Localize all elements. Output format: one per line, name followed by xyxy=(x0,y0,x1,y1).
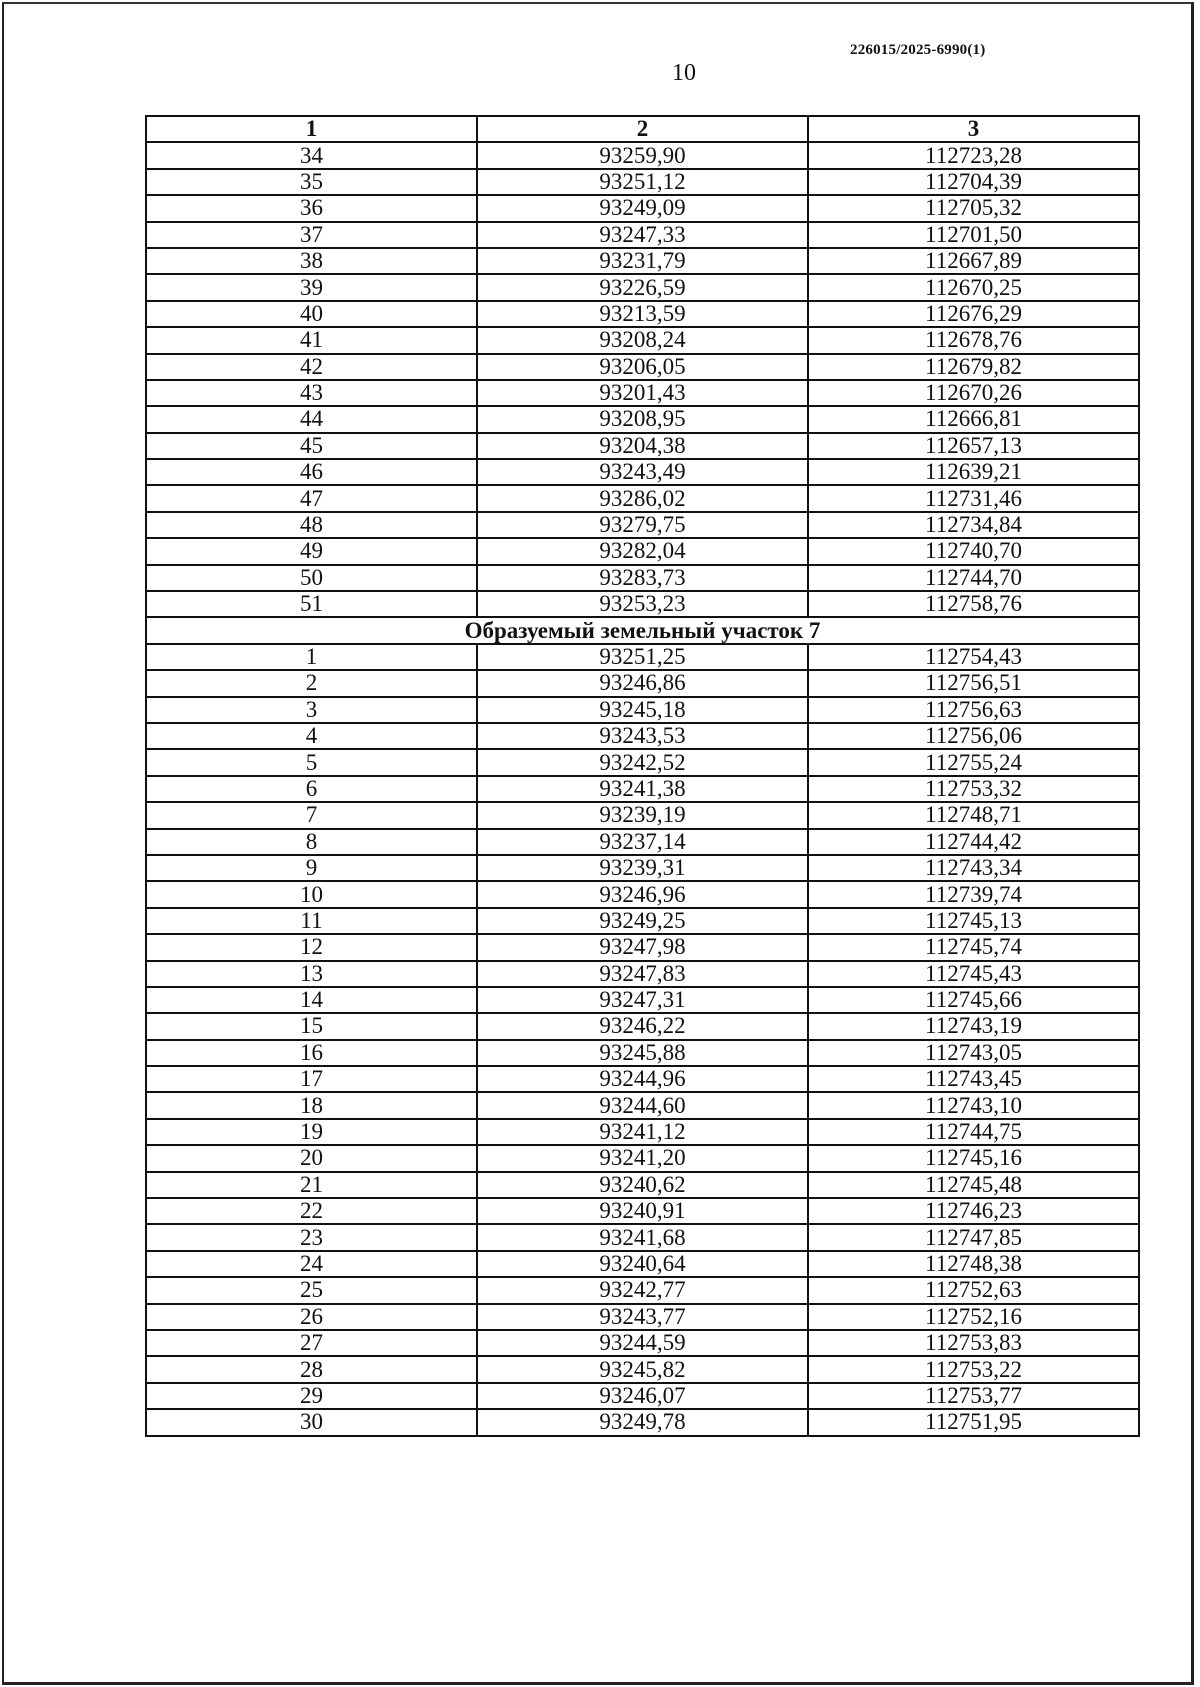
x-coordinate-cell: 93206,05 xyxy=(477,354,808,380)
x-coordinate-cell: 93241,38 xyxy=(477,776,808,802)
table-row xyxy=(146,644,1139,670)
point-number-cell: 45 xyxy=(146,433,477,459)
point-number-cell: 49 xyxy=(146,538,477,564)
y-coordinate-cell: 112666,81 xyxy=(808,406,1139,432)
table-header-row xyxy=(146,116,1139,142)
table-row xyxy=(146,776,1139,802)
y-coordinate-cell: 112705,32 xyxy=(808,195,1139,221)
x-coordinate-cell: 93213,59 xyxy=(477,301,808,327)
x-coordinate-cell: 93247,33 xyxy=(477,222,808,248)
x-coordinate-cell: 93244,59 xyxy=(477,1330,808,1356)
point-number-cell: 23 xyxy=(146,1224,477,1250)
x-coordinate-cell: 93243,77 xyxy=(477,1304,808,1330)
x-coordinate-cell: 93245,82 xyxy=(477,1356,808,1382)
section-title: Образуемый земельный участок 7 xyxy=(146,617,1139,643)
point-number-cell: 35 xyxy=(146,169,477,195)
x-coordinate-cell: 93247,83 xyxy=(477,961,808,987)
point-number-cell: 9 xyxy=(146,855,477,881)
y-coordinate-cell: 112758,76 xyxy=(808,591,1139,617)
x-coordinate-cell: 93208,24 xyxy=(477,327,808,353)
point-number-cell: 50 xyxy=(146,565,477,591)
point-number-cell: 4 xyxy=(146,723,477,749)
y-coordinate-cell: 112752,16 xyxy=(808,1304,1139,1330)
x-coordinate-cell: 93226,59 xyxy=(477,274,808,300)
y-coordinate-cell: 112751,95 xyxy=(808,1409,1139,1435)
x-coordinate-cell: 93244,96 xyxy=(477,1066,808,1092)
point-number-cell: 34 xyxy=(146,142,477,168)
point-number-cell: 29 xyxy=(146,1383,477,1409)
x-coordinate-cell: 93242,52 xyxy=(477,749,808,775)
point-number-cell: 8 xyxy=(146,829,477,855)
x-coordinate-cell: 93239,31 xyxy=(477,855,808,881)
x-coordinate-cell: 93247,98 xyxy=(477,934,808,960)
y-coordinate-cell: 112755,24 xyxy=(808,749,1139,775)
point-number-cell: 13 xyxy=(146,961,477,987)
x-coordinate-cell: 93239,19 xyxy=(477,802,808,828)
y-coordinate-cell: 112739,74 xyxy=(808,881,1139,907)
y-coordinate-cell: 112639,21 xyxy=(808,459,1139,485)
y-coordinate-cell: 112743,34 xyxy=(808,855,1139,881)
x-coordinate-cell: 93240,64 xyxy=(477,1251,808,1277)
point-number-cell: 36 xyxy=(146,195,477,221)
x-coordinate-cell: 93282,04 xyxy=(477,538,808,564)
header-cell-point: 1 xyxy=(146,116,477,142)
point-number-cell: 18 xyxy=(146,1092,477,1118)
x-coordinate-cell: 93286,02 xyxy=(477,485,808,511)
table-row xyxy=(146,406,1139,432)
point-number-cell: 20 xyxy=(146,1145,477,1171)
point-number-cell: 16 xyxy=(146,1040,477,1066)
table-row xyxy=(146,380,1139,406)
header-cell-x: 2 xyxy=(477,116,808,142)
table-row xyxy=(146,1330,1139,1356)
x-coordinate-cell: 93249,78 xyxy=(477,1409,808,1435)
y-coordinate-cell: 112753,32 xyxy=(808,776,1139,802)
y-coordinate-cell: 112745,16 xyxy=(808,1145,1139,1171)
y-coordinate-cell: 112743,10 xyxy=(808,1092,1139,1118)
point-number-cell: 41 xyxy=(146,327,477,353)
table-row xyxy=(146,881,1139,907)
y-coordinate-cell: 112723,28 xyxy=(808,142,1139,168)
y-coordinate-cell: 112752,63 xyxy=(808,1277,1139,1303)
x-coordinate-cell: 93231,79 xyxy=(477,248,808,274)
point-number-cell: 46 xyxy=(146,459,477,485)
table-row xyxy=(146,855,1139,881)
point-number-cell: 39 xyxy=(146,274,477,300)
x-coordinate-cell: 93208,95 xyxy=(477,406,808,432)
table-row xyxy=(146,723,1139,749)
table-row xyxy=(146,142,1139,168)
table-row xyxy=(146,802,1139,828)
y-coordinate-cell: 112748,38 xyxy=(808,1251,1139,1277)
table-row xyxy=(146,1145,1139,1171)
header-cell-y: 3 xyxy=(808,116,1139,142)
point-number-cell: 5 xyxy=(146,749,477,775)
y-coordinate-cell: 112745,74 xyxy=(808,934,1139,960)
table-row xyxy=(146,1277,1139,1303)
table-row xyxy=(146,670,1139,696)
x-coordinate-cell: 93247,31 xyxy=(477,987,808,1013)
point-number-cell: 15 xyxy=(146,1013,477,1039)
x-coordinate-cell: 93251,12 xyxy=(477,169,808,195)
table-row xyxy=(146,169,1139,195)
point-number-cell: 47 xyxy=(146,485,477,511)
y-coordinate-cell: 112744,70 xyxy=(808,565,1139,591)
table-row xyxy=(146,1119,1139,1145)
point-number-cell: 12 xyxy=(146,934,477,960)
x-coordinate-cell: 93246,86 xyxy=(477,670,808,696)
point-number-cell: 19 xyxy=(146,1119,477,1145)
table-row xyxy=(146,1172,1139,1198)
y-coordinate-cell: 112745,48 xyxy=(808,1172,1139,1198)
table-row xyxy=(146,538,1139,564)
x-coordinate-cell: 93240,62 xyxy=(477,1172,808,1198)
table-row xyxy=(146,195,1139,221)
y-coordinate-cell: 112676,29 xyxy=(808,301,1139,327)
x-coordinate-cell: 93283,73 xyxy=(477,565,808,591)
x-coordinate-cell: 93241,12 xyxy=(477,1119,808,1145)
table-row xyxy=(146,354,1139,380)
point-number-cell: 17 xyxy=(146,1066,477,1092)
point-number-cell: 51 xyxy=(146,591,477,617)
y-coordinate-cell: 112740,70 xyxy=(808,538,1139,564)
point-number-cell: 1 xyxy=(146,644,477,670)
point-number-cell: 7 xyxy=(146,802,477,828)
point-number-cell: 40 xyxy=(146,301,477,327)
y-coordinate-cell: 112743,05 xyxy=(808,1040,1139,1066)
x-coordinate-cell: 93241,20 xyxy=(477,1145,808,1171)
document-id: 226015/2025-6990(1) xyxy=(850,42,986,58)
x-coordinate-cell: 93246,96 xyxy=(477,881,808,907)
table-row xyxy=(146,987,1139,1013)
y-coordinate-cell: 112743,19 xyxy=(808,1013,1139,1039)
table-row xyxy=(146,274,1139,300)
point-number-cell: 11 xyxy=(146,908,477,934)
y-coordinate-cell: 112657,13 xyxy=(808,433,1139,459)
point-number-cell: 21 xyxy=(146,1172,477,1198)
x-coordinate-cell: 93242,77 xyxy=(477,1277,808,1303)
table-row xyxy=(146,697,1139,723)
table-row xyxy=(146,1383,1139,1409)
point-number-cell: 42 xyxy=(146,354,477,380)
y-coordinate-cell: 112748,71 xyxy=(808,802,1139,828)
x-coordinate-cell: 93249,09 xyxy=(477,195,808,221)
x-coordinate-cell: 93243,53 xyxy=(477,723,808,749)
coordinates-table xyxy=(145,115,1140,1437)
y-coordinate-cell: 112667,89 xyxy=(808,248,1139,274)
table-row xyxy=(146,1356,1139,1382)
table-row xyxy=(146,934,1139,960)
table-row xyxy=(146,485,1139,511)
y-coordinate-cell: 112756,63 xyxy=(808,697,1139,723)
table-row xyxy=(146,908,1139,934)
x-coordinate-cell: 93204,38 xyxy=(477,433,808,459)
y-coordinate-cell: 112753,22 xyxy=(808,1356,1139,1382)
coordinates-table-body xyxy=(146,116,1139,1436)
point-number-cell: 28 xyxy=(146,1356,477,1382)
point-number-cell: 6 xyxy=(146,776,477,802)
x-coordinate-cell: 93249,25 xyxy=(477,908,808,934)
point-number-cell: 43 xyxy=(146,380,477,406)
table-row xyxy=(146,327,1139,353)
section-title-row xyxy=(146,617,1139,643)
table-row xyxy=(146,1198,1139,1224)
y-coordinate-cell: 112753,77 xyxy=(808,1383,1139,1409)
table-row xyxy=(146,459,1139,485)
point-number-cell: 22 xyxy=(146,1198,477,1224)
y-coordinate-cell: 112746,23 xyxy=(808,1198,1139,1224)
y-coordinate-cell: 112678,76 xyxy=(808,327,1139,353)
point-number-cell: 38 xyxy=(146,248,477,274)
table-row xyxy=(146,961,1139,987)
y-coordinate-cell: 112753,83 xyxy=(808,1330,1139,1356)
x-coordinate-cell: 93243,49 xyxy=(477,459,808,485)
table-row xyxy=(146,512,1139,538)
point-number-cell: 27 xyxy=(146,1330,477,1356)
x-coordinate-cell: 93237,14 xyxy=(477,829,808,855)
y-coordinate-cell: 112745,66 xyxy=(808,987,1139,1013)
x-coordinate-cell: 93279,75 xyxy=(477,512,808,538)
y-coordinate-cell: 112679,82 xyxy=(808,354,1139,380)
x-coordinate-cell: 93245,18 xyxy=(477,697,808,723)
y-coordinate-cell: 112754,43 xyxy=(808,644,1139,670)
page-number: 10 xyxy=(672,60,696,86)
point-number-cell: 24 xyxy=(146,1251,477,1277)
y-coordinate-cell: 112743,45 xyxy=(808,1066,1139,1092)
point-number-cell: 14 xyxy=(146,987,477,1013)
table-row xyxy=(146,591,1139,617)
point-number-cell: 26 xyxy=(146,1304,477,1330)
point-number-cell: 37 xyxy=(146,222,477,248)
table-row xyxy=(146,1066,1139,1092)
y-coordinate-cell: 112744,42 xyxy=(808,829,1139,855)
x-coordinate-cell: 93246,07 xyxy=(477,1383,808,1409)
table-row xyxy=(146,829,1139,855)
point-number-cell: 30 xyxy=(146,1409,477,1435)
x-coordinate-cell: 93244,60 xyxy=(477,1092,808,1118)
table-row xyxy=(146,1224,1139,1250)
point-number-cell: 2 xyxy=(146,670,477,696)
x-coordinate-cell: 93259,90 xyxy=(477,142,808,168)
point-number-cell: 10 xyxy=(146,881,477,907)
table-row xyxy=(146,1304,1139,1330)
y-coordinate-cell: 112747,85 xyxy=(808,1224,1139,1250)
table-row xyxy=(146,1013,1139,1039)
y-coordinate-cell: 112701,50 xyxy=(808,222,1139,248)
x-coordinate-cell: 93251,25 xyxy=(477,644,808,670)
x-coordinate-cell: 93253,23 xyxy=(477,591,808,617)
point-number-cell: 25 xyxy=(146,1277,477,1303)
table-row xyxy=(146,222,1139,248)
table-row xyxy=(146,1251,1139,1277)
y-coordinate-cell: 112670,26 xyxy=(808,380,1139,406)
x-coordinate-cell: 93241,68 xyxy=(477,1224,808,1250)
y-coordinate-cell: 112670,25 xyxy=(808,274,1139,300)
y-coordinate-cell: 112745,13 xyxy=(808,908,1139,934)
y-coordinate-cell: 112756,51 xyxy=(808,670,1139,696)
x-coordinate-cell: 93240,91 xyxy=(477,1198,808,1224)
x-coordinate-cell: 93201,43 xyxy=(477,380,808,406)
x-coordinate-cell: 93246,22 xyxy=(477,1013,808,1039)
point-number-cell: 44 xyxy=(146,406,477,432)
y-coordinate-cell: 112704,39 xyxy=(808,169,1139,195)
y-coordinate-cell: 112734,84 xyxy=(808,512,1139,538)
y-coordinate-cell: 112756,06 xyxy=(808,723,1139,749)
table-row xyxy=(146,1040,1139,1066)
table-row xyxy=(146,1092,1139,1118)
table-row xyxy=(146,565,1139,591)
y-coordinate-cell: 112744,75 xyxy=(808,1119,1139,1145)
y-coordinate-cell: 112731,46 xyxy=(808,485,1139,511)
table-row xyxy=(146,749,1139,775)
table-row xyxy=(146,301,1139,327)
table-row xyxy=(146,433,1139,459)
y-coordinate-cell: 112745,43 xyxy=(808,961,1139,987)
point-number-cell: 3 xyxy=(146,697,477,723)
table-row xyxy=(146,248,1139,274)
table-row xyxy=(146,1409,1139,1435)
point-number-cell: 48 xyxy=(146,512,477,538)
x-coordinate-cell: 93245,88 xyxy=(477,1040,808,1066)
